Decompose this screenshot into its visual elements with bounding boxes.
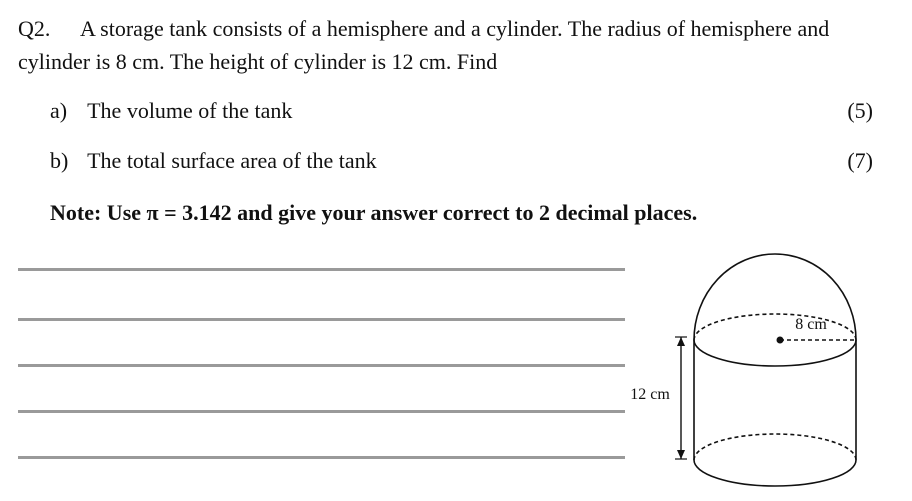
part-b-marks: (7) xyxy=(847,148,873,173)
answer-line-3[interactable] xyxy=(18,364,625,367)
note-text: Note: Use π = 3.142 and give your answer correct to 2 decimal places. xyxy=(50,200,698,225)
part-a-label: a) xyxy=(50,98,68,123)
height-label: 12 cm xyxy=(630,386,670,403)
question-text xyxy=(18,12,898,78)
question-intro: A storage tank consists of a hemisphere and a cylinder. The radius of hemisphere and cylinder is 8 cm. The height of cylinder is 12 cm. Find xyxy=(18,16,830,74)
cylinder-top-back-edge xyxy=(694,314,856,340)
answer-line-5[interactable] xyxy=(18,456,625,459)
part-a-marks: (5) xyxy=(847,98,873,123)
part-a xyxy=(50,96,873,126)
answer-line-4[interactable] xyxy=(18,410,625,413)
cylinder-top-front-edge xyxy=(694,340,856,366)
radius-label: 8 cm xyxy=(795,316,827,333)
question-number: Q2. xyxy=(18,16,51,41)
hemisphere-outline xyxy=(694,254,856,340)
part-b-text: The total surface area of the tank xyxy=(87,148,377,173)
part-b-label: b) xyxy=(50,148,69,173)
height-arrow-up xyxy=(677,337,685,346)
part-a-text: The volume of the tank xyxy=(87,98,293,123)
part-b xyxy=(50,146,873,176)
answer-line-2[interactable] xyxy=(18,318,625,321)
cylinder-bottom-front-edge xyxy=(694,460,856,486)
tank-diagram xyxy=(610,245,870,495)
cylinder-bottom-back-edge xyxy=(694,434,856,460)
answer-line-1[interactable] xyxy=(18,268,625,271)
height-arrow-down xyxy=(677,450,685,459)
